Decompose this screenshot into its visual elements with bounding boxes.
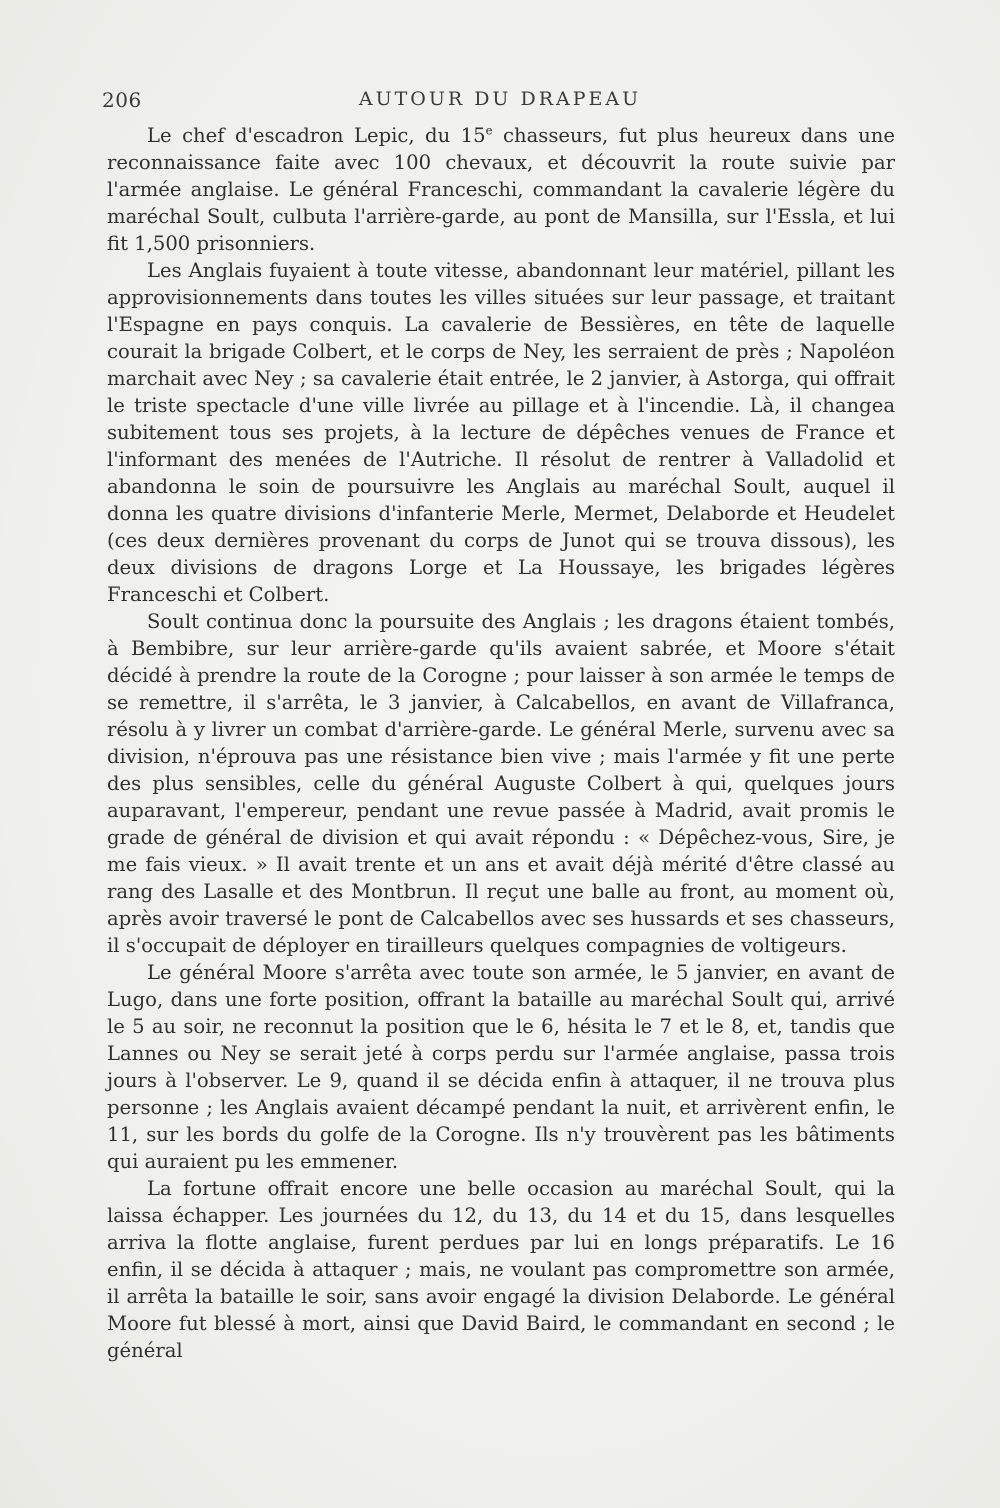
paragraph-2: Les Anglais fuyaient à toute vitesse, abandonnant leur matériel, pillant les approvisionnements dans toutes les villes situées sur leur passage, et traitant l'Espagne en pays conquis. La cavalerie de Bessières, en tête de laquelle courait la brigade Colbert, et le corps de Ney, les serraient de près ; Napoléon marchait avec Ney ; sa cavalerie était entrée, le 2 janvier, à Astorga, qui offrait le triste spectacle d'une ville livrée au pillage et à l'incendie. Là, il changea subitement tous ses projets, à la lecture de dépêches venues de France et l'informant des menées de l'Autriche. Il résolut de rentrer à Valladolid et abandonna le soin de poursuivre les Anglais au maréchal Soult, auquel il donna les quatre divisions d'infanterie Merle, Mermet, Delaborde et Heudelet (ces deux dernières provenant du corps de Junot qui se trouva dissous), les deux divisions de dragons Lorge et La Houssaye, les brigades légères Franceschi et Colbert. [107,259,895,606]
page-header [102,88,898,118]
body-text [107,122,895,1364]
paragraph-4: Le général Moore s'arrêta avec toute son armée, le 5 janvier, en avant de Lugo, dans une forte position, offrant la bataille au maréchal Soult qui, arrivé le 5 au soir, ne reconnut la position que le 6, hésita le 7 et le 8, et, tandis que Lannes ou Ney se serait jeté à corps perdu sur l'armée anglaise, passa trois jours à l'observer. Le 9, quand il se décida enfin à attaquer, il ne trouva plus personne ; les Anglais avaient décampé pendant la nuit, et arrivèrent enfin, le 11, sur les bords du golfe de la Corogne. Ils n'y trouvèrent pas les bâtiments qui auraient pu les emmener. [107,961,895,1173]
paragraph-1-rest: chasseurs, fut plus heureux dans une reconnaissance faite avec 100 chevaux, et découvrit la route suivie par l'armée anglaise. Le général Franceschi, commandant la cavalerie légère du maréchal Soult, culbuta l'arrière-garde, au pont de Mansilla, sur l'Essla, et lui fit 1,500 prisonniers. [107,124,895,255]
running-title: AUTOUR DU DRAPEAU [358,88,642,110]
paragraph-1 [107,122,895,257]
paragraph-3: Soult continua donc la poursuite des Anglais ; les dragons étaient tombés, à Bembibre, sur leur arrière-garde qu'ils avaient sabrée, et Moore s'était décidé à prendre la route de la Corogne ; pour laisser à son armée le temps de se remettre, il s'arrêta, le 3 janvier, à Calcabellos, en avant de Villafranca, résolu à y livrer un combat d'arrière-garde. Le général Merle, survenu avec sa division, n'éprouva pas une résistance bien vive ; mais l'armée y fit une perte des plus sensibles, celle du général Auguste Colbert à qui, quelques jours auparavant, l'empereur, pendant une revue passée à Madrid, avait promis le grade de général de division et qui avait répondu : « Dépêchez-vous, Sire, je me fais vieux. » Il avait trente et un ans et avait déjà mérité d'être classé au rang des Lasalle et des Montbrun. Il reçut une balle au front, au moment où, après avoir traversé le pont de Calcabellos avec ses hussards et ses chasseurs, il s'occupait de déployer en tirailleurs quelques compagnies de voltigeurs. [107,610,895,957]
page-number: 206 [102,88,142,112]
paragraph-1-start: Le chef d'escadron Lepic, du 15 [147,124,486,147]
paragraph-5: La fortune offrait encore une belle occasion au maréchal Soult, qui la laissa échapper. Les journées du 12, du 13, du 14 et du 15, dans lesquelles arriva la flotte anglaise, furent perdues par lui en longs préparatifs. Le 16 enfin, il se décida à attaquer ; mais, ne voulant pas compromettre son armée, il arrêta la bataille le soir, sans avoir engagé la division Delaborde. Le général Moore fut blessé à mort, ainsi que David Baird, le commandant en second ; le général [107,1177,895,1362]
superscript-e: e [485,123,493,138]
